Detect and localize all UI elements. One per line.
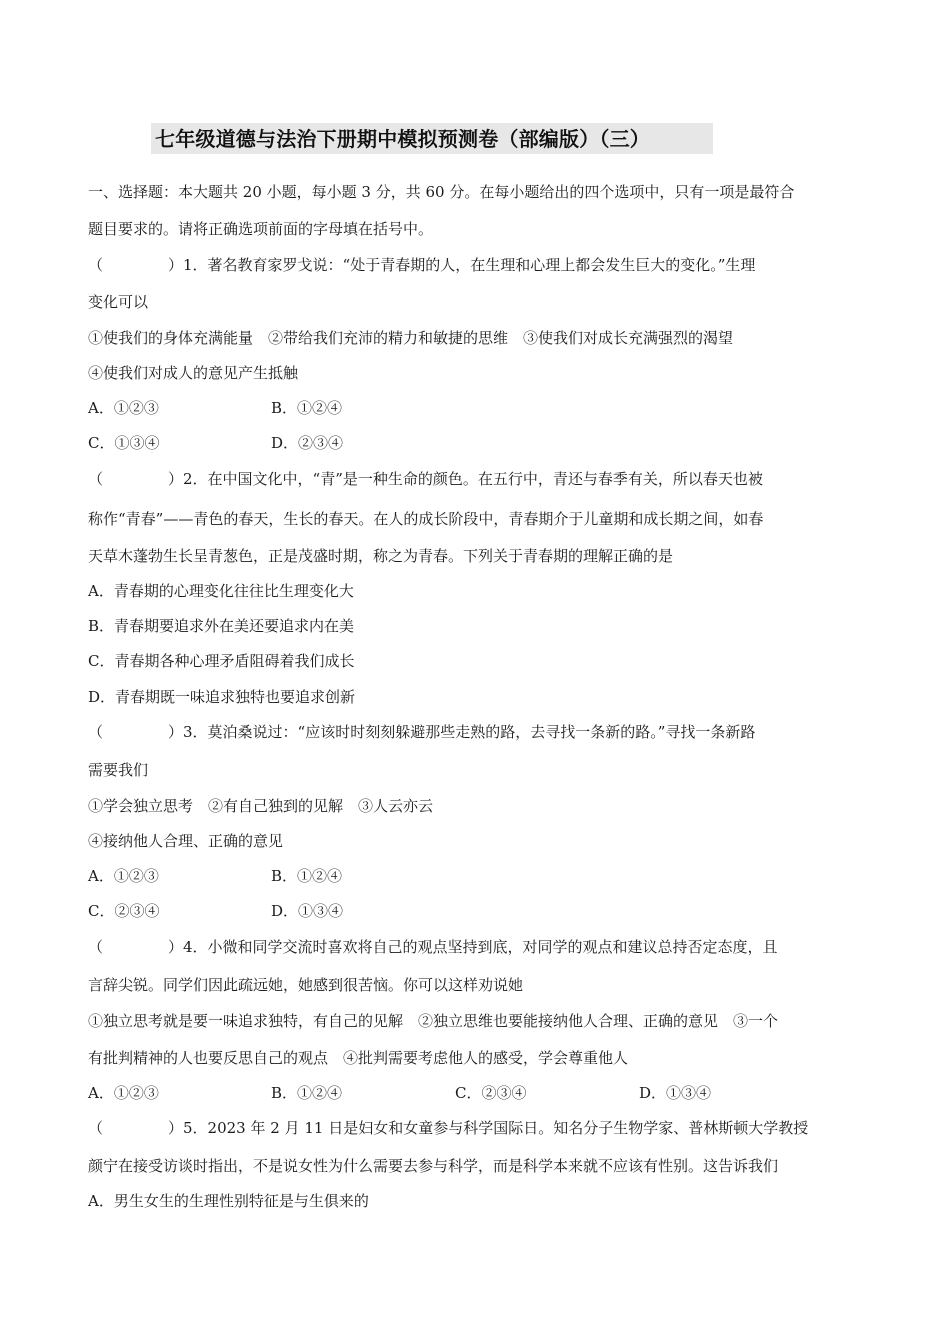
answer-blank[interactable]: （ ）: [88, 470, 183, 488]
question-4-option-b[interactable]: B．①②④: [271, 1084, 343, 1102]
question-4-statements-2: 有批判精神的人也要反思自己的观点 ④批判需要考虑他人的感受，学会尊重他人: [88, 1049, 629, 1067]
question-3-stem-cont: 需要我们: [88, 761, 149, 779]
question-2-stem: （ ） 2．在中国文化中，“青”是一种生命的颜色。在五行中，青还与春季有关，所以春天也被: [88, 470, 763, 488]
question-3-statements-1: ①学会独立思考 ②有自己独到的见解 ③人云亦云: [88, 797, 434, 815]
question-1-stem-cont: 变化可以: [88, 293, 149, 311]
question-3-statements-2: ④接纳他人合理、正确的意见: [88, 832, 284, 850]
question-4-option-d[interactable]: D．①③④: [639, 1084, 712, 1102]
question-1-option-d[interactable]: D．②③④: [271, 434, 344, 452]
question-1-statements-2: ④使我们对成人的意见产生抵触: [88, 364, 299, 382]
question-3-stem: （ ） 3．莫泊桑说过：“应该时时刻刻躲避那些走熟的路，去寻找一条新的路。”寻找一条新路: [88, 723, 756, 741]
question-1-option-b[interactable]: B．①②④: [271, 399, 343, 417]
question-3-option-b[interactable]: B．①②④: [271, 867, 343, 885]
question-2-option-c[interactable]: C．青春期各种心理矛盾阻碍着我们成长: [88, 652, 355, 670]
answer-blank[interactable]: （ ）: [88, 1119, 183, 1137]
question-2-option-b[interactable]: B．青春期要追求外在美还要追求内在美: [88, 617, 355, 635]
question-4-statements-1: ①独立思考就是要一味追求独特，有自己的见解 ②独立思维也要能接纳他人合理、正确的意见 ③一个: [88, 1012, 779, 1030]
question-2-option-d[interactable]: D．青春期既一味追求独特也要追求创新: [88, 688, 356, 706]
question-1-statements-1: ①使我们的身体充满能量 ②带给我们充沛的精力和敏捷的思维 ③使我们对成长充满强烈的渴望: [88, 329, 734, 347]
question-2-stem-cont-2: 天草木蓬勃生长呈青葱色，正是茂盛时期，称之为青春。下列关于青春期的理解正确的是: [88, 547, 674, 565]
answer-blank[interactable]: （ ）: [88, 256, 183, 274]
question-4-stem: （ ） 4．小微和同学交流时喜欢将自己的观点坚持到底，对同学的观点和建议总持否定态度，且: [88, 938, 778, 956]
question-2-option-a[interactable]: A．青春期的心理变化往往比生理变化大: [88, 582, 354, 600]
question-1-option-a[interactable]: A．①②③: [88, 399, 159, 417]
question-3-option-a[interactable]: A．①②③: [88, 867, 159, 885]
question-5-stem-cont: 颜宁在接受访谈时指出，不是说女性为什么需要去参与科学，而是科学本来就不应该有性别。这告诉我们: [88, 1157, 779, 1175]
question-2-stem-cont-1: 称作“青春”——青色的春天，生长的春天。在人的成长阶段中，青春期介于儿童期和成长期之间，如春: [88, 510, 764, 528]
question-4-option-c[interactable]: C．②③④: [455, 1084, 527, 1102]
answer-blank[interactable]: （ ）: [88, 938, 183, 956]
question-3-option-c[interactable]: C．②③④: [88, 902, 160, 920]
question-3-option-d[interactable]: D．①③④: [271, 902, 344, 920]
question-5-option-a[interactable]: A．男生女生的生理性别特征是与生俱来的: [88, 1192, 369, 1210]
question-5-stem: （ ） 5．2023 年 2 月 11 日是妇女和女童参与科学国际日。知名分子生物学家、普林斯顿大学教授: [88, 1119, 809, 1137]
section-instructions-line-2: 题目要求的。请将正确选项前面的字母填在括号中。: [88, 220, 434, 238]
question-1-stem: （ ） 1．著名教育家罗戈说：“处于青春期的人，在生理和心理上都会发生巨大的变化。”生理: [88, 256, 756, 274]
question-4-stem-cont: 言辞尖锐。同学们因此疏远她，她感到很苦恼。你可以这样劝说她: [88, 976, 524, 994]
answer-blank[interactable]: （ ）: [88, 723, 183, 741]
section-instructions-line-1: 一、选择题：本大题共 20 小题，每小题 3 分，共 60 分。在每小题给出的四个选项中，只有一项是最符合: [88, 183, 795, 201]
question-1-option-c[interactable]: C．①③④: [88, 434, 160, 452]
question-4-option-a[interactable]: A．①②③: [88, 1084, 159, 1102]
page-title: 七年级道德与法治下册期中模拟预测卷（部编版）（三）: [155, 127, 650, 151]
